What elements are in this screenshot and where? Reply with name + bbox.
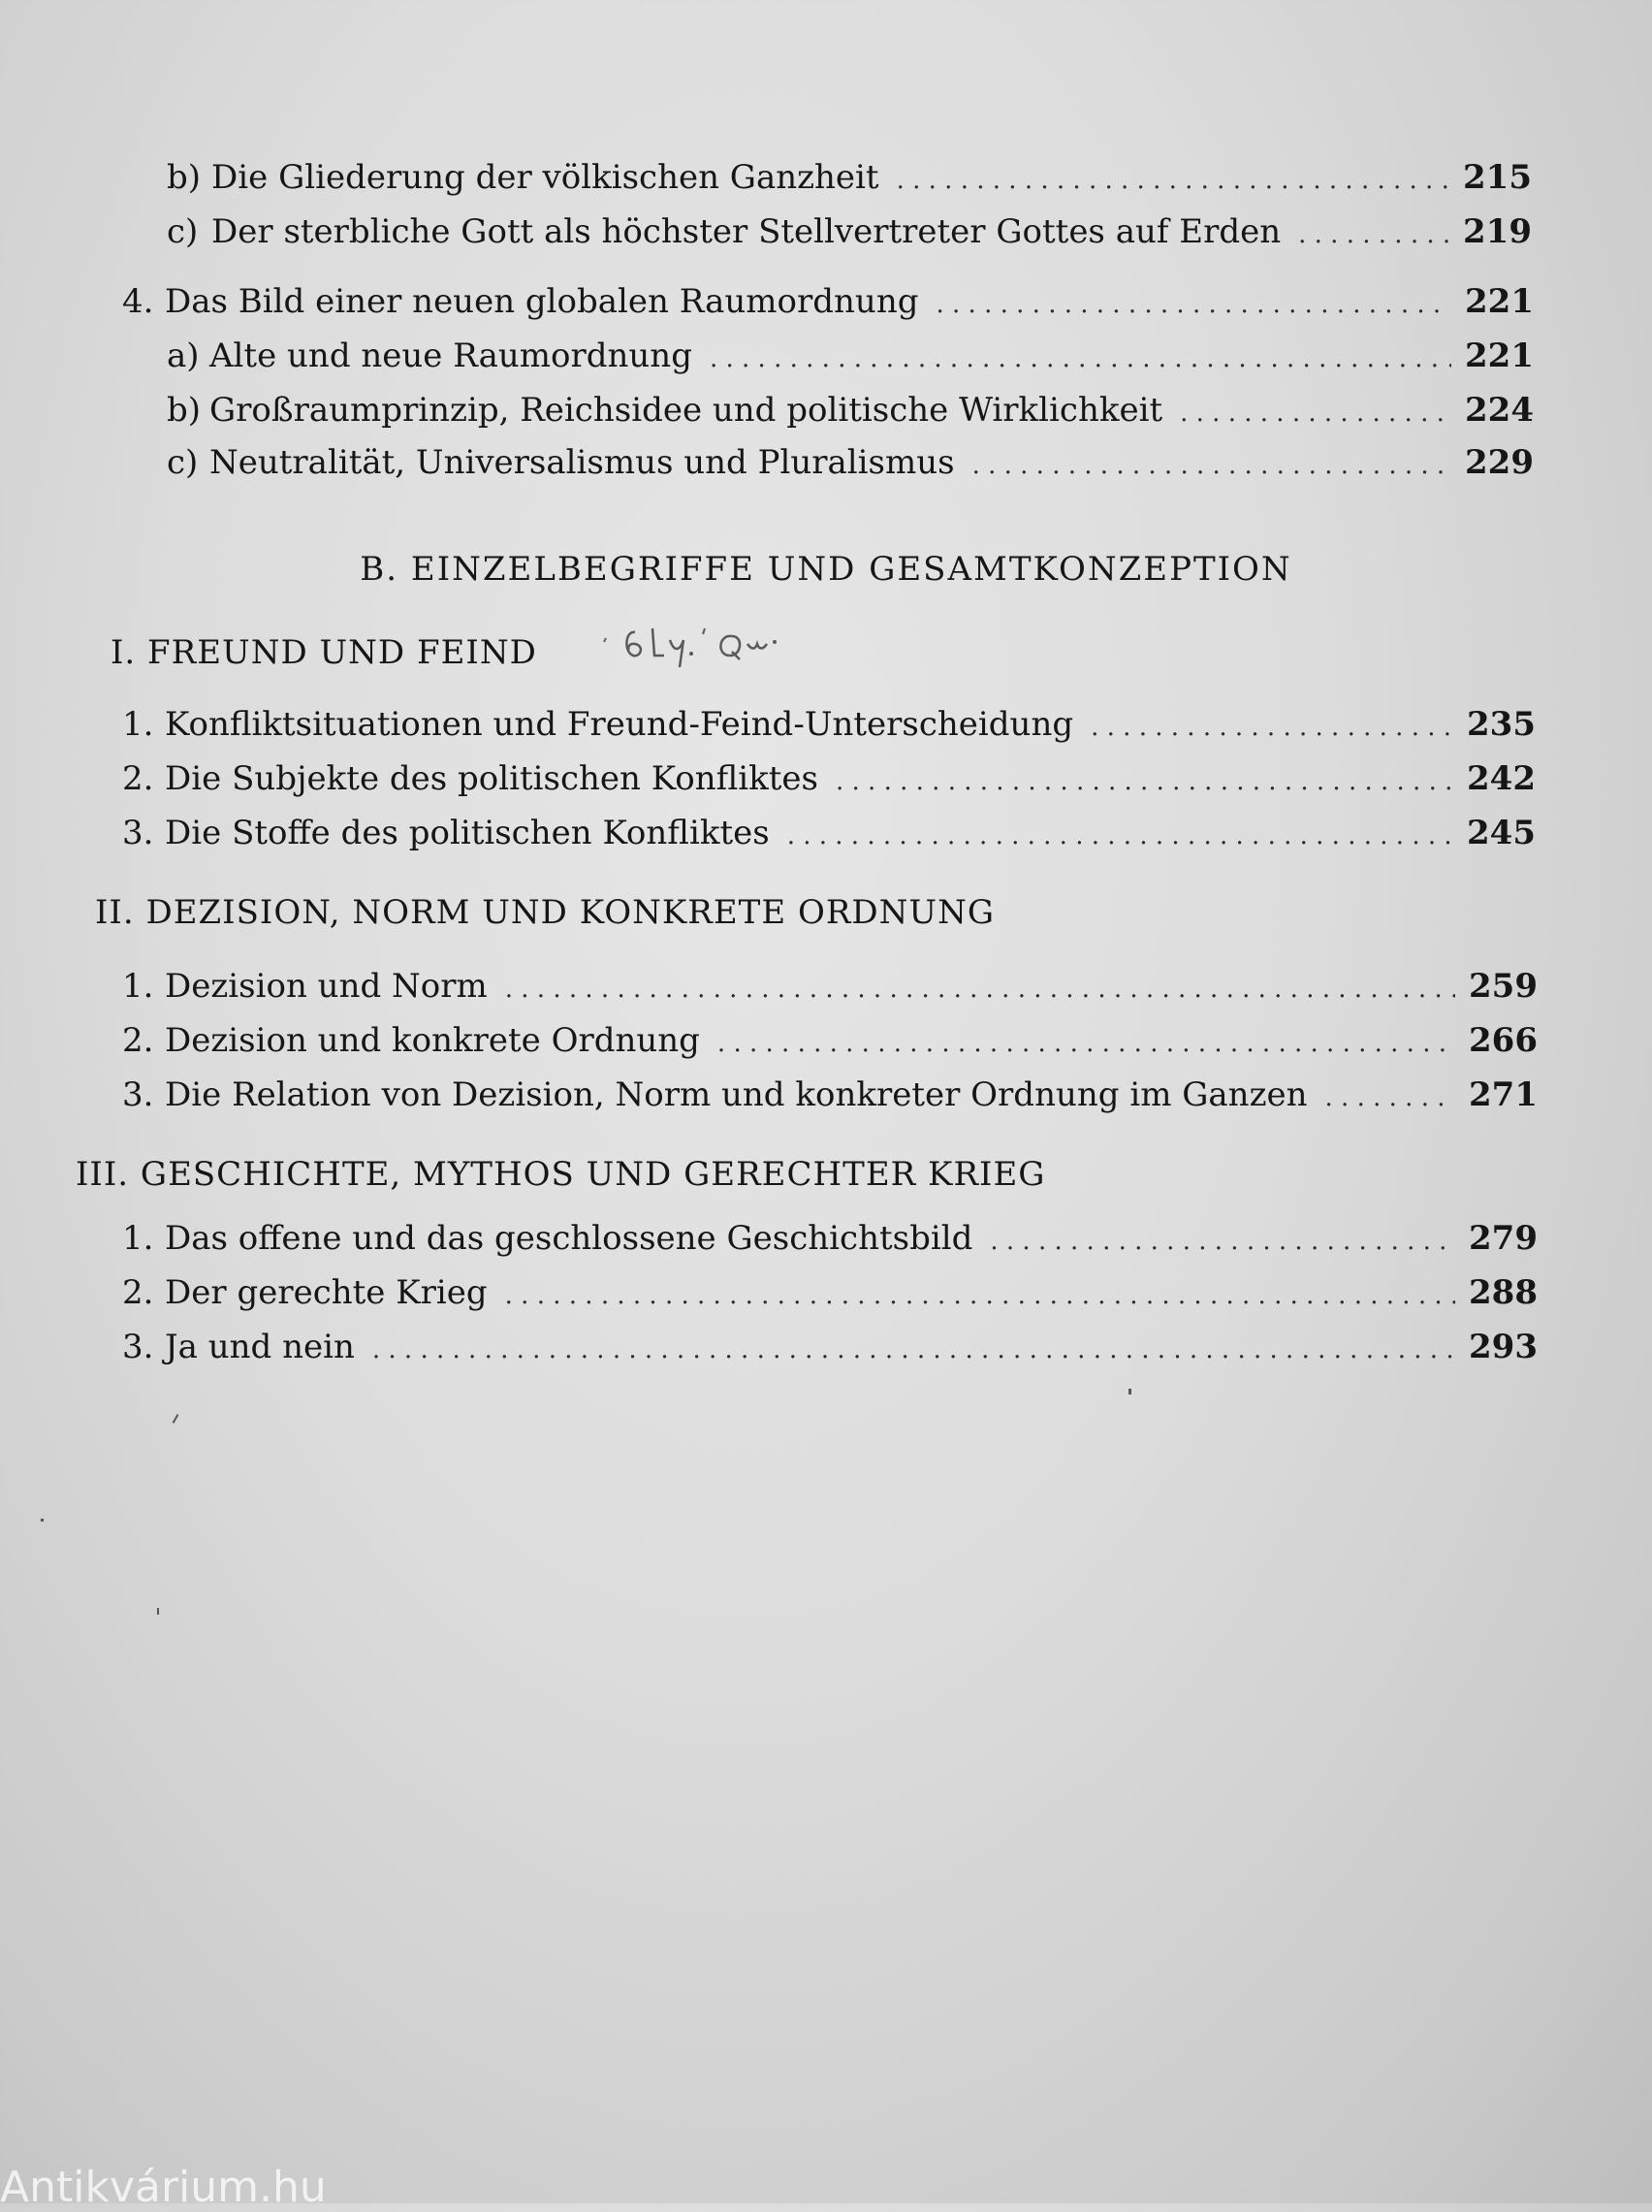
entry-page: 215: [1463, 158, 1532, 197]
entry-label: 1.: [122, 1219, 154, 1258]
toc-entry: [122, 962, 1538, 1010]
entry-page: 271: [1469, 1075, 1538, 1114]
entry-page: 245: [1467, 814, 1536, 852]
entry-label: 3.: [122, 814, 154, 852]
entry-page: 219: [1463, 212, 1532, 251]
paper-speck: [1128, 1389, 1131, 1395]
entry-label: 3.: [122, 1328, 154, 1366]
leader-dots: [836, 757, 1453, 806]
toc-entry: [122, 1323, 1538, 1371]
leader-dots: [1091, 703, 1453, 752]
entry-page: 221: [1465, 337, 1534, 375]
leader-dots: [1325, 1074, 1456, 1122]
leader-dots: [710, 335, 1451, 383]
leader-dots: [936, 280, 1451, 329]
entry-title: Konfliktsituationen und Freund-Feind-Unterscheidung: [165, 705, 1074, 744]
entry-title: Der gerechte Krieg: [165, 1273, 488, 1312]
toc-entry: [122, 754, 1536, 803]
entry-label: 1.: [122, 705, 154, 744]
part-heading: II. DEZISION, NORM UND KONKRETE ORDNUNG: [95, 893, 995, 932]
leader-dots: [717, 1019, 1455, 1068]
toc-entry: [122, 1071, 1538, 1119]
entry-page: 259: [1469, 967, 1538, 1006]
entry-title: Neutralität, Universalismus und Pluralismus: [209, 443, 955, 482]
entry-label: c): [167, 212, 199, 251]
entry-title: Die Relation von Dezision, Norm und konkreter Ordnung im Ganzen: [165, 1075, 1308, 1114]
toc-entry: [167, 153, 1532, 202]
watermark: Antikvárium.hu: [0, 2163, 327, 2212]
toc-entry: [167, 386, 1534, 434]
entry-title: Die Gliederung der völkischen Ganzheit: [211, 158, 879, 197]
entry-page: 224: [1465, 391, 1534, 430]
entry-label: 2.: [122, 1273, 154, 1312]
entry-label: 1.: [122, 967, 154, 1006]
toc-entry: [122, 809, 1536, 857]
entry-page: 221: [1465, 282, 1534, 321]
leader-dots: [505, 965, 1455, 1013]
leader-dots: [372, 1326, 1455, 1374]
leader-dots: [1298, 210, 1449, 259]
entry-page: 242: [1467, 759, 1536, 798]
toc-entry: [167, 208, 1532, 256]
leader-dots: [897, 156, 1449, 205]
entry-label: b): [167, 158, 202, 197]
entry-title: Das Bild einer neuen globalen Raumordnung: [165, 282, 919, 321]
leader-dots: [505, 1271, 1455, 1320]
entry-title: Dezision und konkrete Ordnung: [165, 1021, 700, 1060]
entry-title: Großraumprinzip, Reichsidee und politische Wirklichkeit: [209, 391, 1163, 430]
entry-title: Dezision und Norm: [165, 967, 488, 1006]
entry-page: 288: [1469, 1273, 1538, 1312]
leader-dots: [990, 1217, 1455, 1266]
entry-label: 2.: [122, 1021, 154, 1060]
handwritten-note: [596, 613, 887, 671]
paper-speck: [157, 1608, 159, 1615]
entry-label: 4.: [122, 282, 154, 321]
leader-dots: [1180, 389, 1451, 437]
entry-label: b): [167, 391, 202, 430]
leader-dots: [787, 812, 1453, 860]
entry-title: Alte und neue Raumordnung: [209, 337, 692, 375]
entry-label: 3.: [122, 1075, 154, 1114]
toc-entry: [167, 332, 1534, 380]
entry-page: 279: [1469, 1219, 1538, 1258]
toc-entry: [122, 277, 1534, 326]
entry-label: c): [167, 443, 199, 482]
entry-page: 235: [1467, 705, 1536, 744]
toc-entry: [122, 700, 1536, 749]
section-title: B. EINZELBEGRIFFE UND GESAMTKONZEPTION: [360, 550, 1292, 589]
entry-page: 266: [1469, 1021, 1538, 1060]
part-heading: I. FREUND UND FEIND: [111, 633, 537, 672]
entry-page: 293: [1469, 1328, 1538, 1366]
toc-entry: [122, 1214, 1538, 1263]
entry-label: 2.: [122, 759, 154, 798]
part-heading: III. GESCHICHTE, MYTHOS UND GERECHTER KRIEG: [76, 1155, 1046, 1194]
entry-title: Das offene und das geschlossene Geschichtsbild: [165, 1219, 973, 1258]
entry-page: 229: [1465, 443, 1534, 482]
entry-title: Die Subjekte des politischen Konfliktes: [165, 759, 818, 798]
toc-entry: [122, 1016, 1538, 1065]
entry-title: Die Stoffe des politischen Konfliktes: [165, 814, 770, 852]
toc-entry: [167, 438, 1534, 487]
entry-label: a): [167, 337, 200, 375]
leader-dots: [972, 441, 1451, 490]
paper-speck: [41, 1519, 44, 1522]
toc-entry: [122, 1268, 1538, 1317]
entry-title: Ja und nein: [165, 1328, 355, 1366]
entry-title: Der sterbliche Gott als höchster Stellvertreter Gottes auf Erden: [211, 212, 1282, 251]
paper-speck: [173, 1414, 179, 1424]
